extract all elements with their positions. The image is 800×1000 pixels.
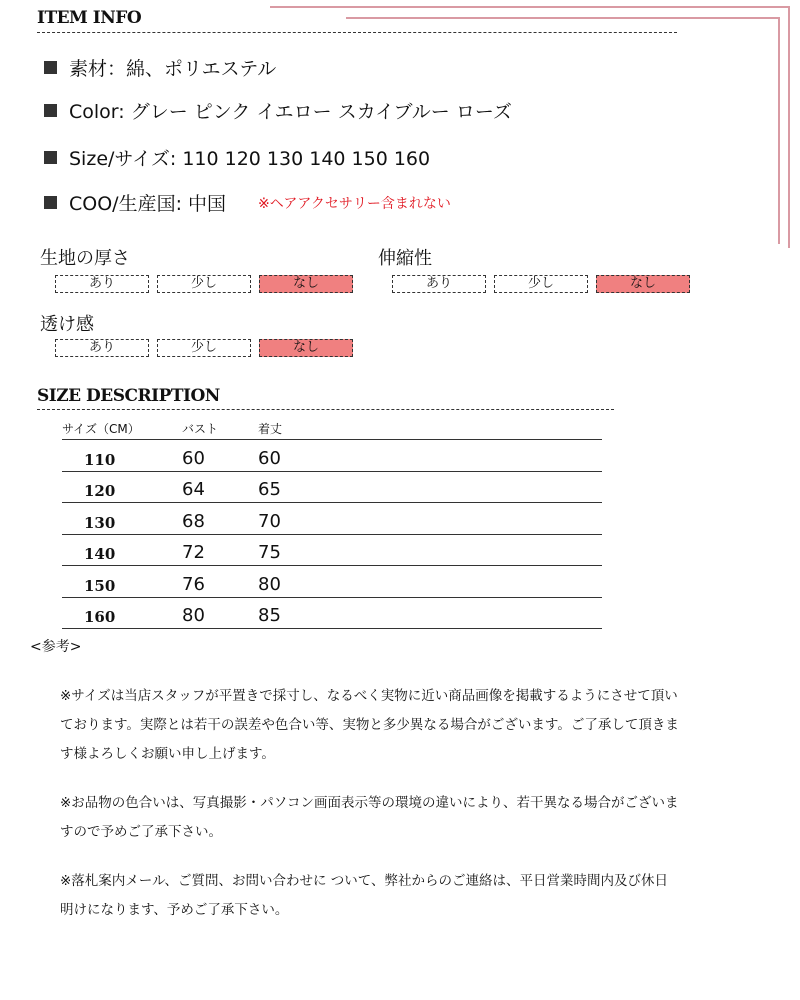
stretch-options bbox=[392, 275, 690, 293]
cell-size: 150 bbox=[84, 576, 116, 595]
bullet-square-icon bbox=[44, 61, 57, 74]
option-selected: なし bbox=[259, 275, 353, 293]
cell-size: 160 bbox=[84, 608, 116, 626]
size-description-title: SIZE DESCRIPTION bbox=[37, 386, 220, 406]
option: あり bbox=[392, 275, 486, 293]
divider bbox=[37, 32, 677, 33]
option: あり bbox=[55, 275, 149, 293]
item-info-title: ITEM INFO bbox=[37, 8, 142, 28]
option: あり bbox=[55, 339, 149, 357]
cell-bust: 80 bbox=[182, 605, 205, 626]
info-text: 素材：綿、ポリエステル bbox=[69, 58, 277, 80]
option: 少し bbox=[494, 275, 588, 293]
info-text: COO/生産国: 中国 bbox=[69, 193, 227, 215]
table-header bbox=[62, 420, 602, 440]
cell-length: 80 bbox=[258, 573, 281, 595]
reference-title: <参考> bbox=[30, 639, 82, 655]
accessory-note: ※ヘアアクセサリー含まれない bbox=[258, 195, 451, 212]
info-text: Color: グレー ピンク イエロー スカイブルー ローズ bbox=[69, 101, 512, 123]
table-row bbox=[62, 535, 602, 567]
bullet-square-icon bbox=[44, 151, 57, 164]
thickness-label: 生地の厚さ bbox=[40, 248, 130, 269]
cell-size: 140 bbox=[84, 545, 116, 563]
reference-paragraph: ※サイズは当店スタッフが平置きで採寸し、なるべく実物に近い商品画像を掲載するようにさせて頂いております。実際とは若干の誤差や色合い等、実物と多少異なる場合がございます。ご了承して頂きます様よろしくお願い申し上げます。 bbox=[60, 688, 679, 762]
cell-length: 75 bbox=[258, 542, 281, 563]
info-size bbox=[44, 144, 430, 171]
cell-bust: 72 bbox=[182, 542, 205, 563]
divider bbox=[37, 409, 614, 410]
cell-length: 60 bbox=[258, 447, 281, 469]
cell-bust: 64 bbox=[182, 479, 205, 500]
cell-bust: 68 bbox=[182, 510, 205, 532]
transparency-label: 透け感 bbox=[40, 314, 94, 335]
header-length: 着丈 bbox=[258, 422, 283, 436]
table-row bbox=[62, 566, 602, 598]
cell-length: 65 bbox=[258, 479, 281, 500]
option-selected: なし bbox=[259, 339, 353, 357]
table-row bbox=[62, 440, 602, 472]
info-coo bbox=[44, 189, 451, 216]
bullet-square-icon bbox=[44, 196, 57, 209]
option: 少し bbox=[157, 275, 251, 293]
table-row bbox=[62, 598, 602, 630]
cell-size: 120 bbox=[84, 482, 116, 500]
cell-bust: 76 bbox=[182, 573, 205, 595]
cell-bust: 60 bbox=[182, 447, 205, 469]
table-row bbox=[62, 472, 602, 504]
info-color bbox=[44, 97, 512, 124]
info-text: Size/サイズ: 110 120 130 140 150 160 bbox=[69, 148, 431, 170]
header-size: サイズ（CM） bbox=[62, 422, 140, 436]
cell-size: 130 bbox=[84, 513, 116, 532]
transparency-options bbox=[55, 339, 353, 357]
cell-length: 70 bbox=[258, 510, 281, 532]
reference-paragraph: ※落札案内メール、ご質問、お問い合わせに ついて、弊社からのご連絡は、平日営業時間内及び休日明けになります、予めご了承下さい。 bbox=[60, 873, 668, 918]
cell-size: 110 bbox=[84, 450, 116, 469]
cell-length: 85 bbox=[258, 605, 281, 626]
size-table bbox=[62, 420, 602, 629]
info-material bbox=[44, 54, 276, 81]
bullet-square-icon bbox=[44, 104, 57, 117]
header-bust: バスト bbox=[182, 422, 219, 436]
stretch-label: 伸縮性 bbox=[378, 248, 432, 269]
option: 少し bbox=[157, 339, 251, 357]
option-selected: なし bbox=[596, 275, 690, 293]
reference-paragraph: ※お品物の色合いは、写真撮影・パソコン画面表示等の環境の違いにより、若干異なる場合がございますので予めご了承下さい。 bbox=[60, 795, 679, 840]
table-row bbox=[62, 503, 602, 535]
thickness-options bbox=[55, 275, 353, 293]
